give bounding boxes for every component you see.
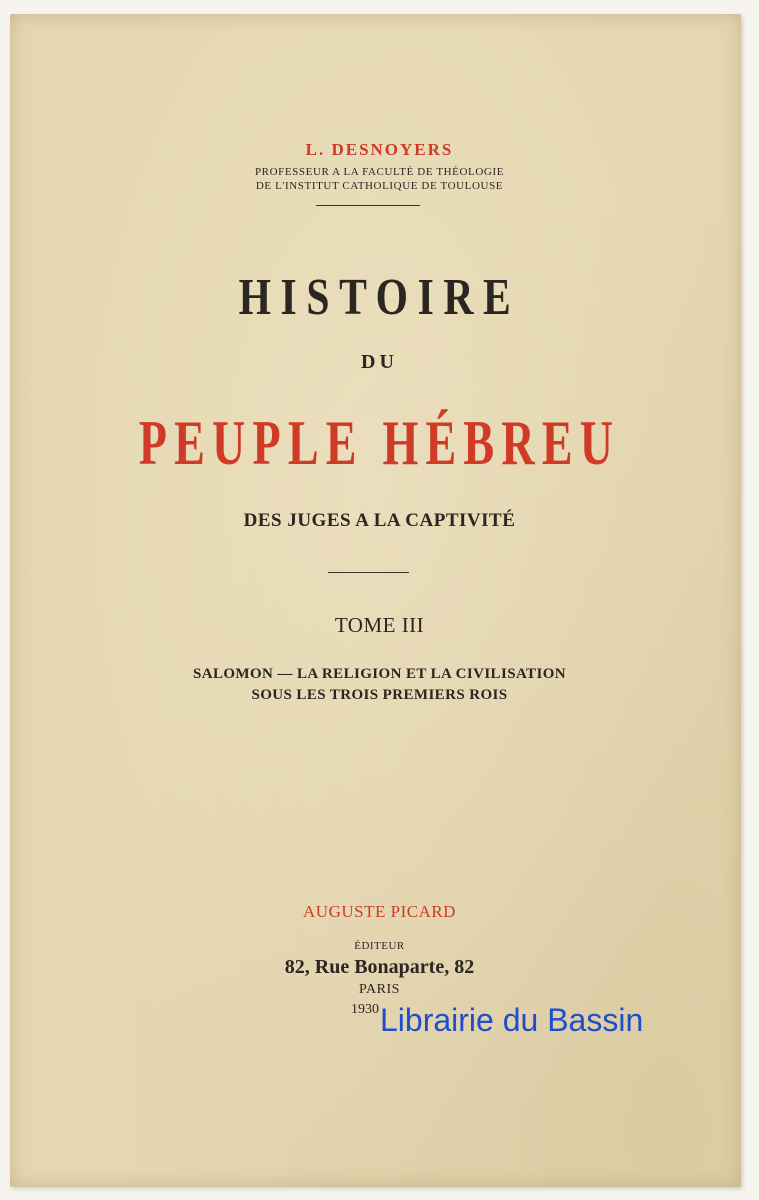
author-affiliation-line-1: PROFESSEUR A LA FACULTÉ DE THÉOLOGIE [254, 166, 505, 178]
title-line-2: DU [361, 351, 398, 373]
author-name: L. DESNOYERS [305, 140, 454, 159]
volume-description-line-1: SALOMON — LA RELIGION ET LA CIVILISATION [192, 666, 567, 682]
author-affiliation-line-2: DE L'INSTITUT CATHOLIQUE DE TOULOUSE [255, 180, 504, 192]
volume-label: TOME III [334, 613, 425, 637]
divider-rule [328, 572, 409, 573]
watermark-text: Librairie du Bassin [380, 1002, 644, 1038]
divider-rule [316, 205, 420, 206]
publication-year: 1930 [351, 1002, 379, 1017]
publisher-name: AUGUSTE PICARD [303, 902, 456, 921]
publisher-city: PARIS [359, 982, 400, 997]
title-line-3: PEUPLE HÉBREU [138, 407, 621, 478]
publisher-role: ÉDITEUR [354, 940, 405, 952]
subtitle: DES JUGES A LA CAPTIVITÉ [243, 510, 516, 531]
publisher-address: 82, Rue Bonaparte, 82 [284, 956, 475, 978]
volume-description-line-2: SOUS LES TROIS PREMIERS ROIS [251, 687, 508, 703]
title-line-1: HISTOIRE [238, 269, 521, 326]
